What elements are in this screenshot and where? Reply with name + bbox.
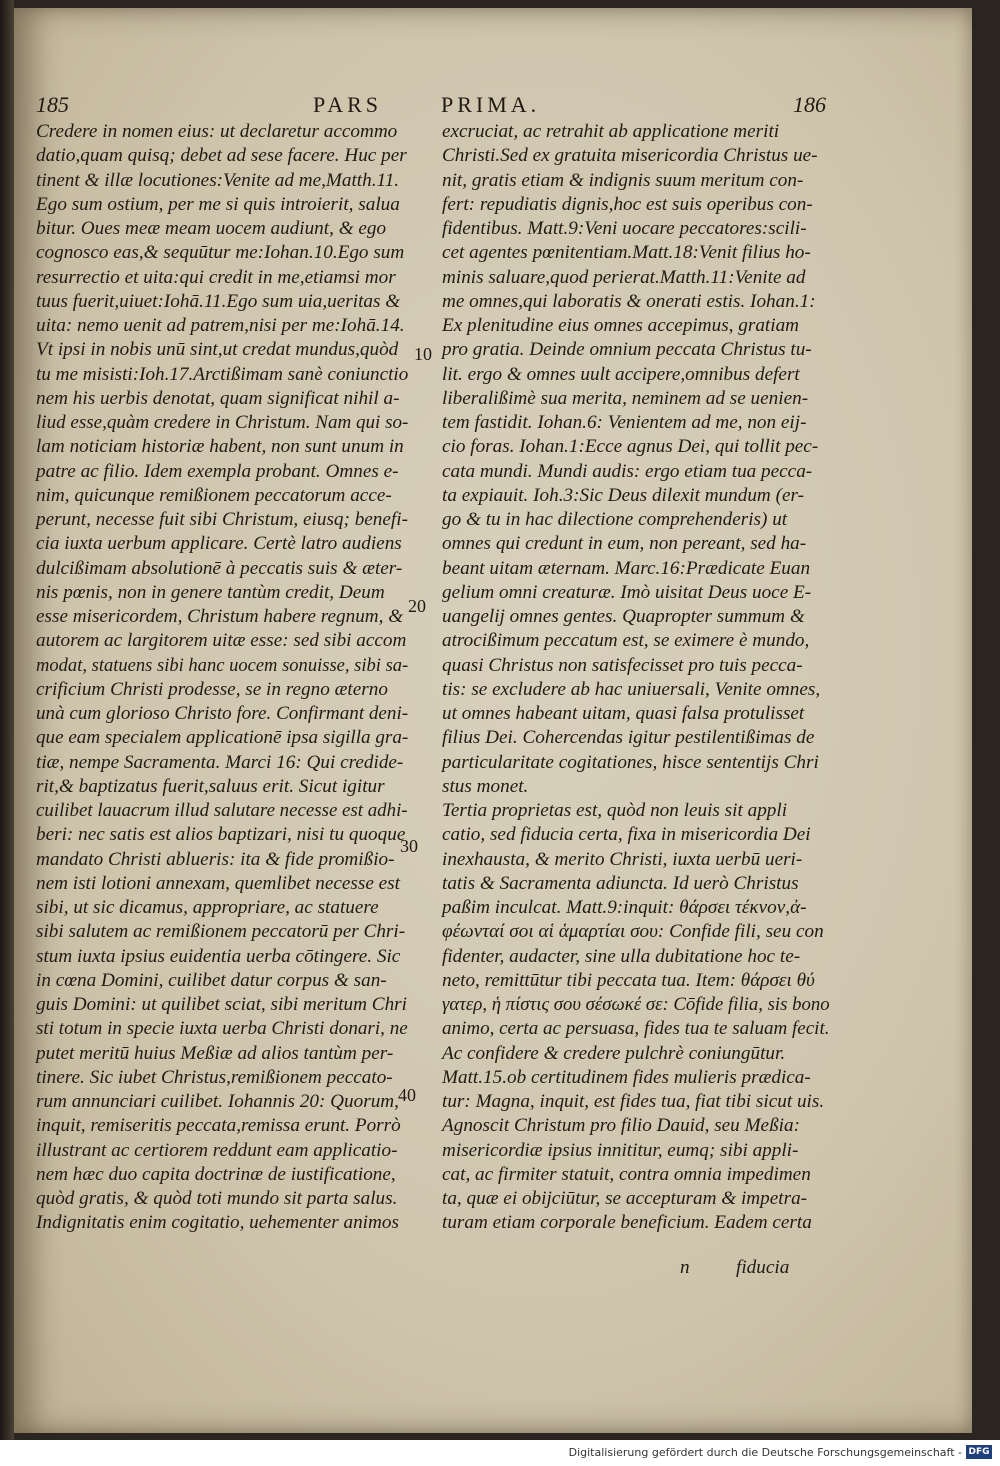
text-line: cat, ac firmiter statuit, contra omnia impedimen xyxy=(442,1163,811,1185)
text-line: go & tu in hac dilectione comprehenderis) ut xyxy=(442,509,788,530)
text-line: mandato Christi ablueris: ita & fide promißio- xyxy=(36,848,395,870)
text-line: inexhausta, & merito Christi, iuxta uerbū ueri- xyxy=(442,848,803,870)
text-line: tuus fuerit,uiuet:Iohā.11.Ego sum uia,ueritas & xyxy=(36,290,401,312)
text-line: lit. ergo & omnes uult accipere,omnibus defert xyxy=(442,363,800,385)
text-line: lam noticiam historiæ habent, non sunt unum in xyxy=(36,436,404,458)
text-line: resurrectio et uita:qui credit in me,etiamsi mor xyxy=(36,266,396,288)
text-line: nit, gratis etiam & indignis suum meritum con- xyxy=(442,169,804,191)
text-line: nis pœnis, non in genere tantùm credit, Deum xyxy=(36,581,385,603)
text-line: in cœna Domini, cuilibet datur corpus & san- xyxy=(36,969,387,991)
text-line: φέωνταί σοι αἱ ἁμαρτίαι σου: Confide fili, seu con xyxy=(442,921,824,943)
text-line: bitur. Oues meæ meam uocem audiunt, & ego xyxy=(36,218,387,239)
text-line: Ac confidere & credere pulchrè coniungūtur. xyxy=(442,1042,786,1064)
text-line: excruciat, ac retrahit ab applicatione meriti xyxy=(442,121,780,142)
text-line: tiæ, nempe Sacramenta. Marci 16: Qui credide- xyxy=(36,751,404,773)
text-line: gelium omni creaturæ. Imò uisitat Deus uoce E- xyxy=(442,581,812,603)
text-line: Christi.Sed ex gratuita misericordia Christus ue- xyxy=(442,145,818,167)
running-header xyxy=(36,92,826,122)
text-line: guis Domini: ut quilibet sciat, sibi meritum Chri xyxy=(36,994,407,1015)
text-line: sti totum in specie iuxta uerba Christi donari, ne xyxy=(36,1018,408,1040)
text-line: rum annunciari cuilibet. Iohannis 20: Quorum, xyxy=(36,1091,399,1112)
text-line: uangelij omnes gentes. Quapropter summum & xyxy=(442,606,805,627)
text-line: tinere. Sic iubet Christus,remißionem peccato- xyxy=(36,1066,393,1088)
text-line: Matt.15.ob certitudinem fides mulieris prædica- xyxy=(442,1066,811,1088)
text-line: ta, quæ ei obijciūtur, se accepturam & impetra- xyxy=(442,1188,808,1209)
text-line: Ego sum ostium, per me si quis introierit, salua xyxy=(36,193,400,215)
text-line: neto, remittūtur tibi peccata tua. Item: θάρσει θύ xyxy=(442,969,815,991)
text-line: fert: repudiatis dignis,hoc est suis operibus con- xyxy=(442,193,813,215)
text-line: rit,& baptizatus fuerit,saluus erit. Sicut igitur xyxy=(36,775,385,797)
text-line: omnes qui credunt in eum, non pereant, sed ha- xyxy=(442,533,807,555)
text-line: putet meritū huius Meßiæ ad alios tantùm per- xyxy=(36,1042,394,1064)
text-line: catio, sed fiducia certa, fixa in misericordia Dei xyxy=(442,824,811,846)
text-line: Ex plenitudine eius omnes accepimus, gratiam xyxy=(442,315,800,336)
page-number-right: 186 xyxy=(793,92,826,117)
text-line: que eam specialem applicationē ipsa sigilla gra- xyxy=(36,727,409,749)
text-line: crificium Christi prodesse, se in regno æterno xyxy=(36,678,388,700)
text-line: stum iuxta ipsius euidentia uerba cōtingere. Sic xyxy=(36,945,401,967)
text-line: inquit, remiseritis peccata,remissa erunt. Porrò xyxy=(36,1115,401,1137)
text-line: beant uitam æternam. Marc.16:Prædicate Euan xyxy=(442,557,811,579)
text-line: misericordiæ ipsius innititur, eumq; sibi appli- xyxy=(442,1139,799,1161)
text-line: me omnes,qui laboratis & onerati estis. Iohan.1: xyxy=(442,290,816,312)
text-line: nem isti lotioni annexam, quemlibet necesse est xyxy=(36,872,400,894)
page-number-left: 185 xyxy=(36,92,69,117)
text-line: Credere in nomen eius: ut declaretur accommo xyxy=(36,121,398,142)
catchword: fiducia xyxy=(736,1257,790,1278)
margin-line-number: 30 xyxy=(400,836,418,856)
text-line: minis saluare,quod perierat.Matth.11:Venite ad xyxy=(442,266,806,288)
text-line: cuilibet lauacrum illud salutare necesse est adhi- xyxy=(36,800,408,821)
text-line: liud esse,quàm credere in Christum. Nam qui so- xyxy=(36,412,409,433)
text-line: nim, quicunque remißionem peccatorum acce- xyxy=(36,484,392,506)
footer-credit: Digitalisierung gefördert durch die Deutsche Forschungsgemeinschaft - xyxy=(568,1446,962,1459)
text-line: cognosco eas,& sequūtur me:Iohan.10.Ego sum xyxy=(36,242,405,264)
book-gutter xyxy=(0,0,14,1440)
text-line: paßim inculcat. Matt.9:inquit: θάρσει τέκνον,ἀ- xyxy=(442,897,807,918)
text-line: sibi, ut sic dicamus, appropriare, ac statuere xyxy=(36,897,379,918)
text-line: tu me misisti:Ioh.17.Arctißimam sanè coniunctio xyxy=(36,363,409,385)
text-line: beri: nec satis est alios baptizari, nisi tu quoque xyxy=(36,824,406,846)
text-line: tinent & illæ locutiones:Venite ad me,Matth.11. xyxy=(36,169,400,191)
text-line: tem fastidit. Iohan.6: Venientem ad me, non eij- xyxy=(442,412,807,433)
margin-line-number: 40 xyxy=(398,1085,416,1105)
header-title-pars: PARS xyxy=(313,92,383,117)
text-line: datio,quam quisq; debet ad sese facere. Huc per xyxy=(36,145,407,167)
text-line: ut omnes habeant uitam, quasi falsa protulisset xyxy=(442,703,805,724)
text-line: autorem ac largitorem uitæ esse: sed sibi accom xyxy=(36,630,407,652)
margin-line-number: 10 xyxy=(414,344,432,364)
footer-bar xyxy=(0,1440,1000,1466)
text-line: filius Dei. Cohercendas igitur pestilentißimas de xyxy=(442,727,815,749)
text-line: nem hæc duo capita doctrinæ de iustificatione, xyxy=(36,1163,396,1185)
text-line: fidenter, audacter, sine ulla dubitatione hoc te- xyxy=(442,945,801,967)
header-title-prima: PRIMA. xyxy=(441,92,541,117)
margin-line-number: 20 xyxy=(408,596,426,616)
text-line: sibi salutem ac remißionem peccatorū per Chri- xyxy=(36,921,406,943)
text-line: stus monet. xyxy=(442,775,529,797)
text-line: quòd gratis, & quòd toti mundo sit parta salus. xyxy=(36,1188,398,1209)
text-line: tis: se excludere ab hac uniuersali, Venite omnes, xyxy=(442,678,821,700)
text-line: cia iuxta uerbum applicare. Certè latro audiens xyxy=(36,533,402,555)
right-text-column xyxy=(442,120,830,1236)
text-line: ta expiauit. Ioh.3:Sic Deus dilexit mundum (er- xyxy=(442,484,804,506)
text-line: Tertia proprietas est, quòd non leuis sit appli xyxy=(442,800,788,821)
text-line: cata mundi. Mundi audis: ergo etiam tua pecca- xyxy=(442,460,813,482)
text-line: cio foras. Iohan.1:Ecce agnus Dei, qui tollit pec- xyxy=(442,436,819,458)
text-line: pro gratia. Deinde omnium peccata Christus tu- xyxy=(442,339,812,361)
text-line: illustrant ac certiorem reddunt eam applicatio- xyxy=(36,1139,398,1161)
text-line: Vt ipsi in nobis unū sint,ut credat mundus,quòd xyxy=(36,339,399,361)
text-line: esse misericordem, Christum habere regnum, & xyxy=(36,606,404,627)
text-line: uita: nemo uenit ad patrem,nisi per me:Iohā.14. xyxy=(36,315,405,336)
text-line: atrocißimum peccatum est, se eximere è mundo, xyxy=(442,630,810,652)
text-line: nem his uerbis denotat, quam significat nihil a- xyxy=(36,387,400,409)
text-line: animo, certa ac persuasa, fides tua te saluam fecit. xyxy=(442,1018,830,1040)
text-line: cet agentes pœnitentiam.Matt.18:Venit filius ho- xyxy=(442,242,811,264)
text-line: liberalißimè sua merita, neminem ad se uenien- xyxy=(442,387,809,409)
text-line: Indignitatis enim cogitatio, uehementer animos xyxy=(36,1212,399,1234)
text-line: unà cum glorioso Christo fore. Confirmant deni- xyxy=(36,703,409,724)
text-line: dulcißimam absolutionē à peccatis suis & æter- xyxy=(36,557,403,579)
text-line: perunt, necesse fuit sibi Christum, eiusq; benefi- xyxy=(36,509,408,530)
left-text-column xyxy=(36,120,408,1236)
text-line: Agnoscit Christum pro filio Dauid, seu Meßia: xyxy=(442,1115,800,1137)
text-line: patre ac filio. Idem exempla probant. Omnes e- xyxy=(36,460,399,482)
text-line: turam etiam corporale beneficium. Eadem certa xyxy=(442,1212,812,1234)
text-line: modat, statuens sibi hanc uocem sonuisse, sibi sa- xyxy=(36,654,409,676)
text-line: tur: Magna, inquit, est fides tua, fiat tibi sicut uis. xyxy=(442,1091,825,1112)
text-line: quasi Christus non satisfecisset pro tuis pecca- xyxy=(442,654,803,676)
text-line: particularitate cogitationes, hisce sententijs Chri xyxy=(442,751,819,773)
signature-mark: n xyxy=(680,1257,690,1278)
text-line: γατερ, ἡ πίστις σου σέσωκέ σε: Cōfide filia, sis bono xyxy=(442,994,830,1015)
text-line: tatis & Sacramenta adiuncta. Id uerò Christus xyxy=(442,872,799,894)
text-line: fidentibus. Matt.9:Veni uocare peccatores:scili- xyxy=(442,218,807,239)
dfg-logo: DFG xyxy=(966,1445,992,1459)
